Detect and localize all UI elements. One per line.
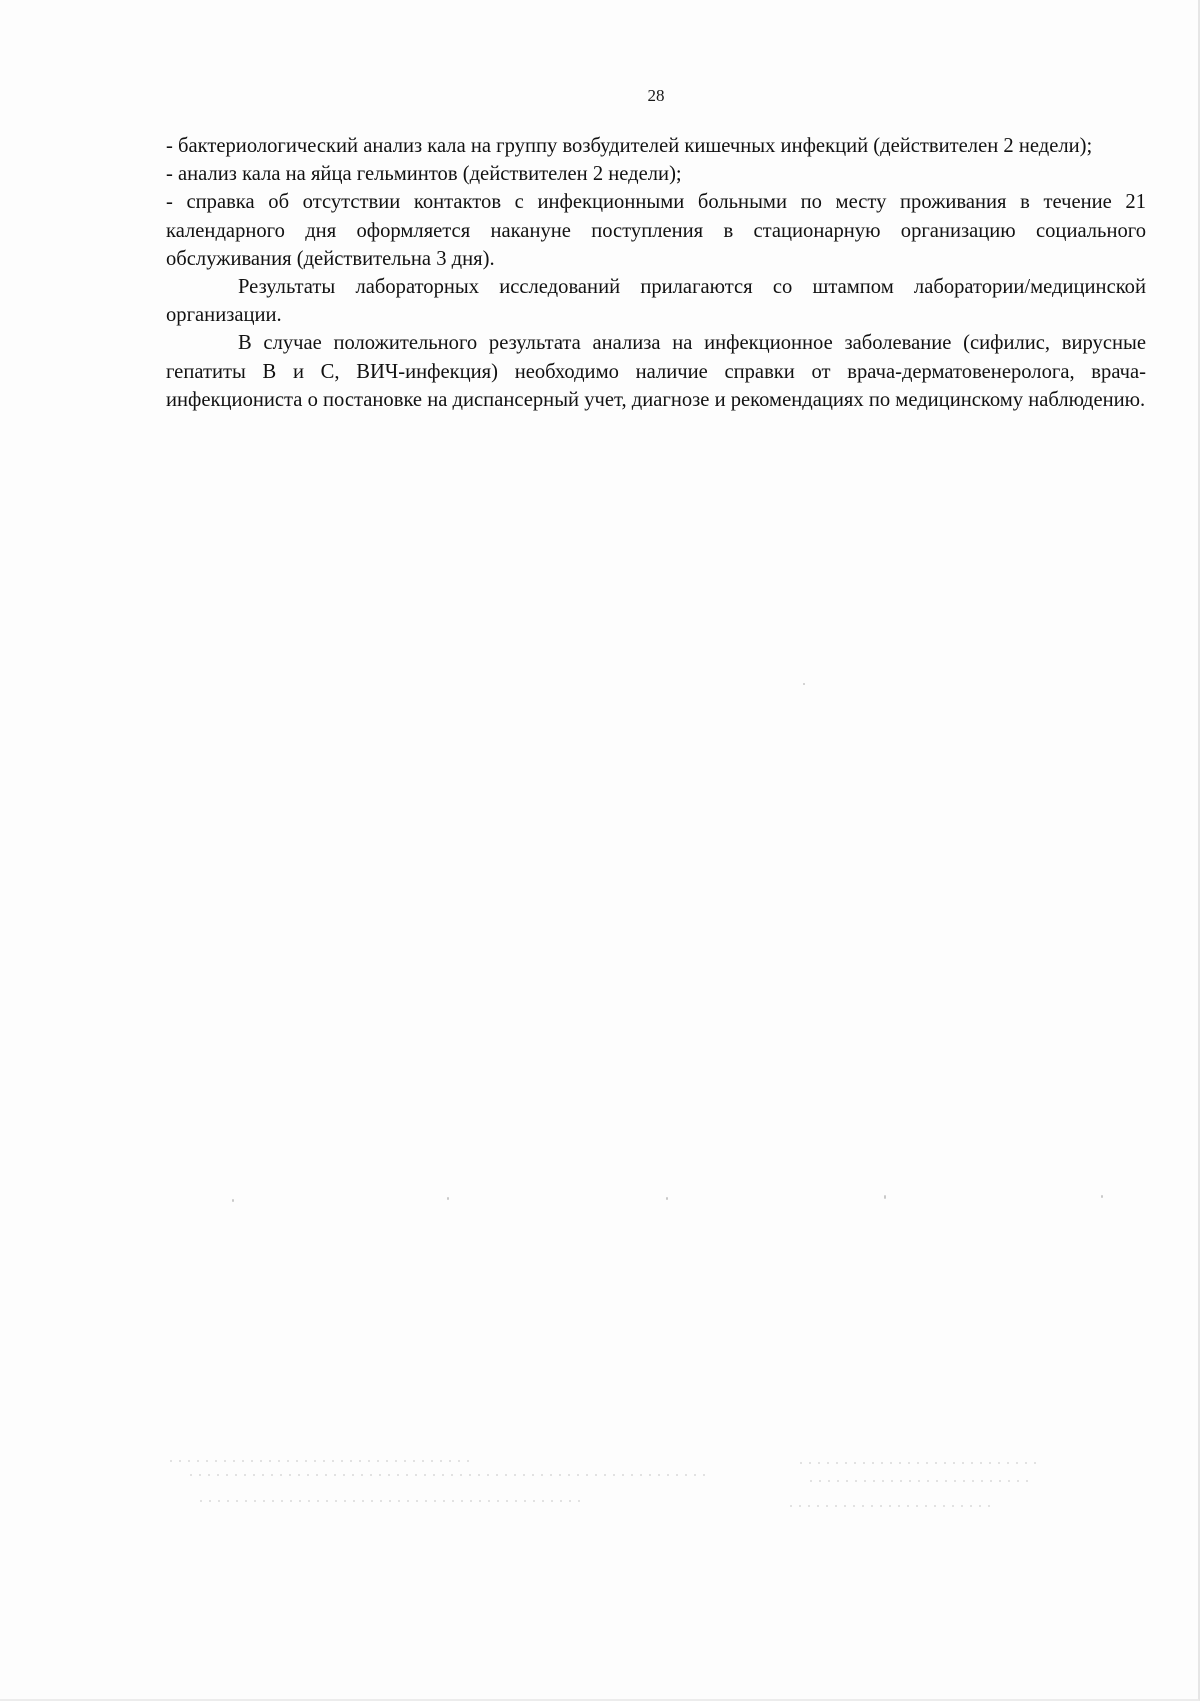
scan-speck xyxy=(803,683,805,685)
scan-speck xyxy=(1101,1195,1103,1198)
scan-noise xyxy=(200,1500,580,1502)
scan-noise xyxy=(170,1460,470,1462)
list-item-bacteriological-analysis: - бактериологический анализ кала на группу возбудителей кишечных инфекций (действителен 2 недели); xyxy=(166,135,1093,157)
scan-noise xyxy=(790,1505,990,1507)
paragraph-results-stamp: Результаты лабораторных исследований прилагаются со штампом лаборатории/медицинской организации. xyxy=(166,276,1146,327)
page-number: 28 xyxy=(647,86,665,105)
scan-noise xyxy=(800,1462,1040,1464)
scan-speck xyxy=(447,1197,449,1200)
scan-noise xyxy=(190,1474,710,1476)
scan-speck xyxy=(232,1199,234,1202)
scan-noise xyxy=(810,1480,1030,1482)
paragraph-positive-result: В случае положительного результата анализа на инфекционное заболевание (сифилис, вирусные гепатиты В и С, ВИЧ-инфекция) необходимо наличие справки от врача-дерматовенеролога, врача-инфекциониста о постановке на диспансерный учет, диагнозе и рекомендациях по медицинскому наблюдению. xyxy=(166,332,1146,411)
scan-speck xyxy=(666,1197,668,1200)
scan-speck xyxy=(884,1195,886,1199)
document-body xyxy=(166,132,1146,414)
list-item-no-contact-certificate: - справка об отсутствии контактов с инфекционными больными по месту проживания в течение 21 календарного дня оформляется накануне поступления в стационарную организацию социального обслуживания (действительна 3 дня). xyxy=(166,191,1146,270)
list-item-helminth-analysis: - анализ кала на яйца гельминтов (действителен 2 недели); xyxy=(166,163,682,186)
